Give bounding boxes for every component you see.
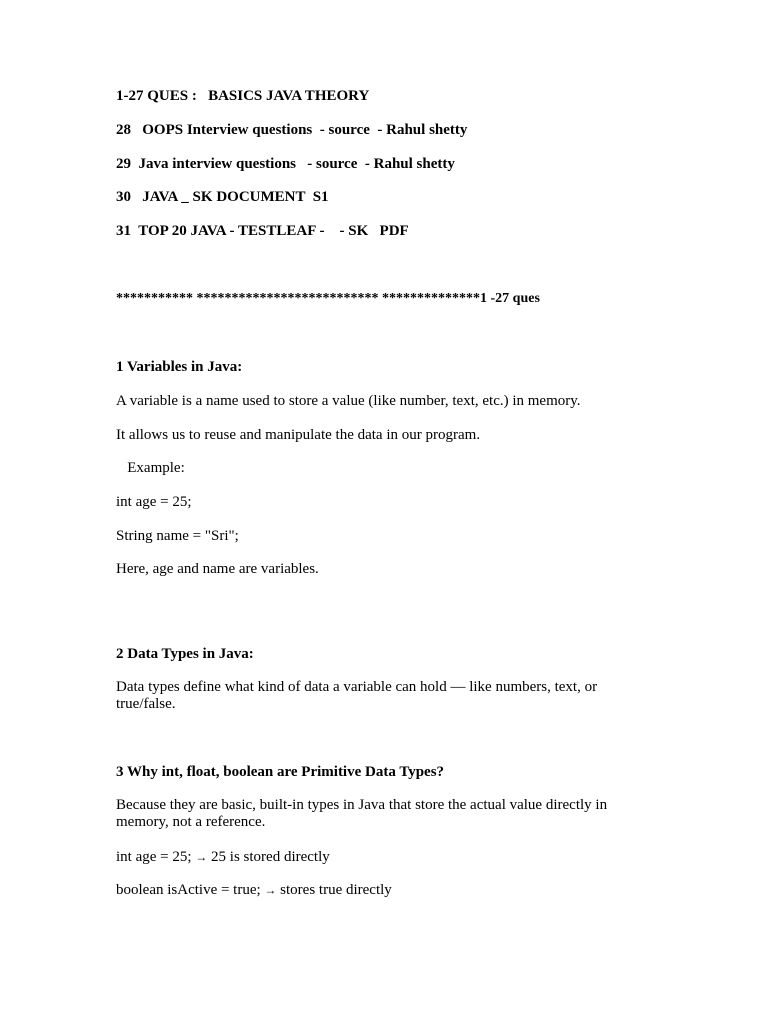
section-3-paragraph-1: Because they are basic, built-in types in Java that store the actual value directly in memory, not a reference. bbox=[116, 797, 608, 830]
separator-line: *********** ************************** **************1 -27 ques bbox=[116, 291, 540, 306]
index-line-5: 31 TOP 20 JAVA - TESTLEAF - - SK PDF bbox=[116, 223, 409, 239]
code-line-2: String name = "Sri"; bbox=[116, 528, 239, 544]
index-line-3: 29 Java interview questions - source - Rahul shetty bbox=[116, 156, 455, 172]
section-2-heading: 2 Data Types in Java: bbox=[116, 646, 254, 662]
code-line-1: int age = 25; bbox=[116, 494, 192, 510]
section-1-heading: 1 Variables in Java: bbox=[116, 359, 243, 375]
right-arrow-icon: → bbox=[195, 850, 208, 864]
section-1-paragraph-2: It allows us to reuse and manipulate the data in our program. bbox=[116, 427, 481, 443]
example-2-code: boolean isActive = true; bbox=[116, 882, 265, 898]
section-3-heading: 3 Why int, float, boolean are Primitive Data Types? bbox=[116, 764, 445, 780]
example-line-2 bbox=[116, 881, 392, 899]
example-2-text: stores true directly bbox=[276, 882, 392, 898]
example-label: Example: bbox=[116, 460, 185, 476]
index-line-4: 30 JAVA _ SK DOCUMENT S1 bbox=[116, 189, 329, 205]
example-1-text: 25 is stored directly bbox=[207, 849, 330, 865]
section-1-paragraph-3: Here, age and name are variables. bbox=[116, 561, 319, 577]
section-2-paragraph-1: Data types define what kind of data a variable can hold — like numbers, text, or true/false. bbox=[116, 679, 598, 712]
example-1-code: int age = 25; bbox=[116, 849, 196, 865]
example-line-1 bbox=[116, 848, 330, 866]
right-arrow-icon: → bbox=[264, 883, 277, 897]
section-1-paragraph-1: A variable is a name used to store a value (like number, text, etc.) in memory. bbox=[116, 393, 581, 409]
index-line-1: 1-27 QUES : BASICS JAVA THEORY bbox=[116, 88, 370, 104]
index-line-2: 28 OOPS Interview questions - source - Rahul shetty bbox=[116, 122, 468, 138]
